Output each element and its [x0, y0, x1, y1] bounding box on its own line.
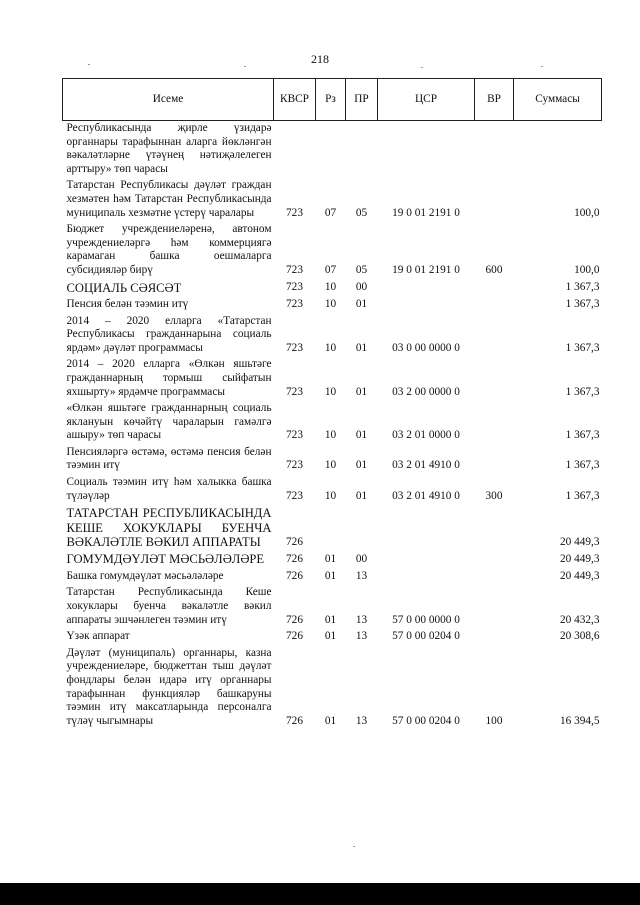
cell-kvsr: 723: [286, 489, 303, 502]
cell-csr: 03 0 00 0000 0: [392, 341, 460, 354]
cell-csr: 57 0 00 0204 0: [392, 630, 460, 643]
cell-rz: 10: [324, 489, 337, 502]
cell-rz: 10: [324, 341, 337, 354]
cell-name: 2014 – 2020 елларга «Татарстан Республикасы гражданнарына социаль ярдәм» дәүләт программасы: [66, 314, 272, 354]
cell-name: ТАТАРСТАН РЕСПУБЛИКАСЫНДА КЕШЕ ХОКУКЛАРЫ БУЕНЧА ВӘКАЛӘТЛЕ ВӘКИЛ АППАРАТЫ: [66, 506, 272, 550]
cell-csr: 19 0 01 2191 0: [392, 263, 460, 276]
cell-name: Татарстан Республикасы дәүләт граждан хезмәтен һәм Татарстан Республикасында муниципаль хезмәтне үстерү чаралары: [66, 179, 272, 219]
cell-kvsr: 726: [286, 553, 303, 566]
table-body: [63, 121, 602, 731]
table-row: [63, 646, 602, 731]
cell-kvsr: 726: [286, 535, 303, 548]
cell-kvsr: 723: [286, 341, 303, 354]
cell-name: ГОМУМДӘҮЛӘТ МӘСЬӘЛӘЛӘРЕ: [66, 552, 265, 567]
cell-sum: 20 449,3: [559, 569, 600, 582]
cell-kvsr: 723: [286, 385, 303, 398]
cell-rz: 01: [324, 714, 337, 727]
cell-vr: [475, 585, 514, 629]
cell-pr: 13: [355, 630, 368, 643]
cell-rz: 01: [324, 630, 337, 643]
budget-table: [62, 78, 602, 730]
header-sum: Суммасы: [514, 79, 602, 121]
table-row: [63, 121, 602, 179]
cell-sum: 100,0: [574, 206, 600, 219]
cell-rz: [316, 505, 346, 551]
cell-pr: 01: [355, 385, 368, 398]
cell-sum: 16 394,5: [559, 714, 600, 727]
table-row: [63, 505, 602, 551]
cell-name: Социаль тәэмин итү һәм халыкка башка түләүләр: [66, 476, 272, 502]
cell-kvsr: 723: [286, 459, 303, 472]
cell-kvsr: 726: [286, 613, 303, 626]
cell-name: Татарстан Республикасында Кеше хокуклары буенча вәкаләтле вәкил аппараты эшчәнлеген тәэмин итү: [66, 586, 272, 626]
table-row: [63, 551, 602, 568]
table-row: [63, 475, 602, 505]
scan-speck: [353, 846, 355, 847]
table-row: [63, 314, 602, 358]
cell-name: Пенсияләргә өстәмә, өстәмә пенсия белән тәэмин итү: [66, 445, 272, 472]
cell-vr: [475, 569, 514, 586]
cell-vr: [475, 629, 514, 646]
cell-pr: 00: [355, 281, 368, 294]
cell-kvsr: 726: [286, 714, 303, 727]
table-row: [63, 569, 602, 586]
cell-pr: [346, 505, 378, 551]
cell-sum: 1 367,3: [565, 385, 600, 398]
cell-vr: [475, 280, 514, 297]
scan-speck: [541, 66, 543, 67]
cell-kvsr: 723: [286, 297, 303, 310]
cell-kvsr: 723: [286, 281, 303, 294]
cell-sum: 1 367,3: [565, 281, 600, 294]
cell-csr: 19 0 01 2191 0: [392, 206, 460, 219]
cell-rz: 07: [324, 206, 337, 219]
cell-vr: [475, 445, 514, 475]
cell-pr: 00: [355, 553, 368, 566]
cell-pr: 01: [355, 341, 368, 354]
scan-edge-bar: [0, 883, 640, 905]
cell-vr: [475, 505, 514, 551]
cell-sum: 1 367,3: [565, 429, 600, 442]
cell-rz: 07: [324, 263, 337, 276]
cell-rz: 10: [324, 385, 337, 398]
cell-vr: 300: [485, 489, 503, 502]
table-row: [63, 445, 602, 475]
cell-name: Бюджет учреждениеләренә, автоном учреждениеләргә һәм коммерциягә карамаган башка оешмаларга субсидияләр бирү: [66, 223, 272, 276]
cell-sum: 1 367,3: [565, 459, 600, 472]
cell-kvsr: 723: [286, 263, 303, 276]
cell-vr: [475, 178, 514, 222]
cell-rz: 01: [324, 569, 337, 582]
cell-pr: 01: [355, 297, 368, 310]
cell-vr: [475, 357, 514, 401]
cell-sum: 1 367,3: [565, 297, 600, 310]
cell-vr: [475, 297, 514, 314]
table-row: [63, 222, 602, 279]
cell-name: Дәүләт (муниципаль) органнары, казна учреждениеләре, бюджеттан тыш дәүләт фондлары белән идарә итү органнары тарафыннан функцияләр башкаруны тәэмин итү максатларында персоналга түләү чыгымнары: [66, 646, 272, 727]
table-row: [63, 585, 602, 629]
cell-pr: 01: [355, 489, 368, 502]
cell-rz: 01: [324, 613, 337, 626]
cell-sum: 20 432,3: [559, 613, 600, 626]
cell-kvsr: [274, 121, 316, 179]
table-row: [63, 280, 602, 297]
cell-rz: 01: [324, 553, 337, 566]
cell-sum: 20 449,3: [559, 535, 600, 548]
header-kvsr: КВСР: [274, 79, 316, 121]
cell-pr: [346, 121, 378, 179]
cell-vr: [475, 121, 514, 179]
scan-speck: [88, 64, 90, 65]
header-pr: ПР: [346, 79, 378, 121]
table-row: [63, 401, 602, 445]
table-row: [63, 357, 602, 401]
cell-sum: 20 449,3: [559, 553, 600, 566]
cell-csr: 03 2 01 4910 0: [392, 489, 460, 502]
cell-rz: [316, 121, 346, 179]
cell-csr: 03 2 01 4910 0: [392, 459, 460, 472]
cell-vr: [475, 551, 514, 568]
header-name: Исеме: [63, 79, 274, 121]
cell-rz: 10: [324, 297, 337, 310]
cell-sum: [514, 121, 602, 179]
cell-csr: [378, 551, 475, 568]
cell-kvsr: 723: [286, 206, 303, 219]
scan-speck: [421, 67, 423, 68]
cell-pr: 05: [355, 206, 368, 219]
cell-rz: 10: [324, 459, 337, 472]
header-csr: ЦСР: [378, 79, 475, 121]
scan-speck: [244, 66, 246, 67]
cell-csr: [378, 569, 475, 586]
cell-name: Пенсия белән тәэмин итү: [66, 297, 189, 310]
cell-csr: 03 2 01 0000 0: [392, 429, 460, 442]
cell-rz: 10: [324, 429, 337, 442]
cell-name: 2014 – 2020 елларга «Өлкән яшьтәге гражданнарның тормыш сыйфатын яхшырту» ярдәмче программасы: [66, 358, 272, 398]
cell-csr: 03 2 00 0000 0: [392, 385, 460, 398]
cell-csr: 57 0 00 0204 0: [392, 714, 460, 727]
cell-name: Үзәк аппарат: [66, 630, 130, 643]
cell-kvsr: 723: [286, 429, 303, 442]
cell-vr: [475, 314, 514, 358]
cell-csr: [378, 280, 475, 297]
cell-sum: 20 308,6: [559, 630, 600, 643]
cell-csr: 57 0 00 0000 0: [392, 613, 460, 626]
cell-rz: 10: [324, 281, 337, 294]
cell-name: Башка гомумдәүләт мәсьәләләре: [66, 569, 224, 582]
cell-vr: 600: [485, 263, 503, 276]
cell-sum: 1 367,3: [565, 341, 600, 354]
cell-pr: 13: [355, 569, 368, 582]
table-header: [63, 79, 602, 121]
cell-name: СОЦИАЛЬ СӘЯСӘТ: [66, 280, 182, 295]
cell-pr: 01: [355, 429, 368, 442]
cell-vr: [475, 401, 514, 445]
table-row: [63, 629, 602, 646]
table-row: [63, 178, 602, 222]
cell-pr: 13: [355, 714, 368, 727]
cell-vr: 100: [485, 714, 503, 727]
cell-name: «Өлкән яшьтәге гражданнарның социаль яклануын көчәйтү чараларын гамәлгә ашыру» төп чарасы: [66, 402, 272, 442]
cell-csr: [378, 121, 475, 179]
cell-pr: 05: [355, 263, 368, 276]
cell-pr: 01: [355, 459, 368, 472]
page-number: 218: [311, 52, 329, 66]
cell-kvsr: 726: [286, 569, 303, 582]
header-rz: Рз: [316, 79, 346, 121]
cell-name: Республикасында җирле үзидарә органнары тарафыннан аларга йөкләнгән вәкаләтләрне үтәүнең нәтиҗәлелеген арттыру» төп чарасы: [66, 122, 272, 175]
cell-csr: [378, 505, 475, 551]
table-row: [63, 297, 602, 314]
cell-kvsr: 726: [286, 630, 303, 643]
cell-sum: 100,0: [574, 263, 600, 276]
header-vr: ВР: [475, 79, 514, 121]
cell-csr: [378, 297, 475, 314]
cell-pr: 13: [355, 613, 368, 626]
cell-sum: 1 367,3: [565, 489, 600, 502]
